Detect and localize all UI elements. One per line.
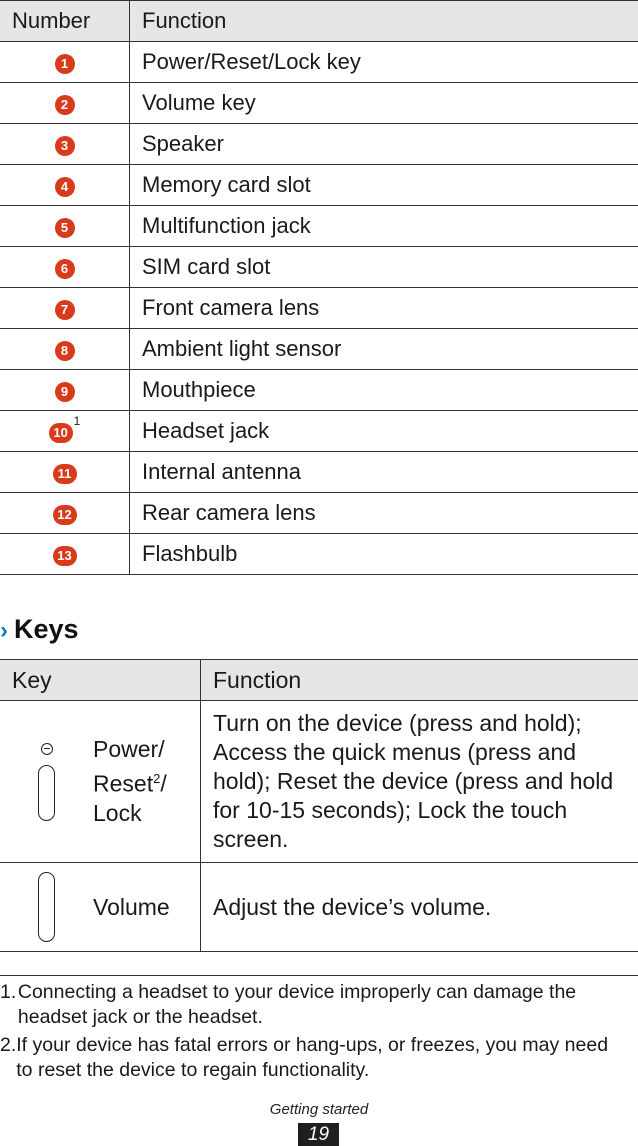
function-cell: Rear camera lens — [130, 493, 638, 534]
parts-table-header — [0, 1, 638, 42]
function-cell: Ambient light sensor — [130, 329, 638, 370]
footer-section-label: Getting started — [269, 1101, 369, 1118]
footnotes — [0, 980, 620, 1086]
volume-key-icon — [38, 872, 55, 942]
number-cell — [0, 83, 130, 124]
power-key-cell — [0, 701, 201, 863]
table-row — [0, 452, 638, 493]
number-badge: 10 — [49, 423, 73, 443]
table-row — [0, 206, 638, 247]
number-cell — [0, 411, 130, 452]
number-badge: 3 — [55, 136, 75, 156]
power-icon — [41, 743, 53, 755]
table-row — [0, 534, 638, 575]
keys-table-header — [0, 660, 638, 701]
function-cell: Front camera lens — [130, 288, 638, 329]
header-key-function: Function — [201, 660, 638, 701]
function-cell: Headset jack — [130, 411, 638, 452]
number-cell — [0, 165, 130, 206]
volume-key-function: Adjust the device’s volume. — [201, 863, 638, 952]
number-badge: 1 — [55, 54, 75, 74]
keys-table — [0, 659, 638, 952]
number-badge: 7 — [55, 300, 75, 320]
table-row — [0, 701, 638, 863]
number-cell — [0, 206, 130, 247]
number-badge: 13 — [53, 546, 77, 566]
number-badge: 6 — [55, 259, 75, 279]
table-row — [0, 165, 638, 206]
footnote: 1. Connecting a headset to your device improperly can damage the headset jack or the headset. — [0, 981, 577, 1028]
function-cell: Memory card slot — [130, 165, 638, 206]
power-key-function: Turn on the device (press and hold); Access the quick menus (press and hold); Reset the device (press and hold for 10-15 seconds); Lock the touch screen. — [201, 701, 638, 863]
header-function: Function — [130, 1, 638, 42]
number-cell — [0, 247, 130, 288]
number-cell — [0, 124, 130, 165]
table-row — [0, 863, 638, 952]
number-badge: 12 — [53, 505, 77, 525]
number-badge: 2 — [55, 95, 75, 115]
function-cell: Power/Reset/Lock key — [130, 42, 638, 83]
number-cell — [0, 288, 130, 329]
function-cell: Internal antenna — [130, 452, 638, 493]
footnote-marker: 1 — [73, 414, 81, 428]
keys-section-title — [0, 614, 79, 645]
header-key: Key — [0, 660, 201, 701]
table-row — [0, 124, 638, 165]
number-badge: 8 — [55, 341, 75, 361]
number-cell — [0, 534, 130, 575]
section-title: Keys — [14, 614, 79, 644]
power-key-icon — [38, 765, 55, 821]
number-badge: 11 — [53, 464, 77, 484]
volume-key-label: Volume — [93, 893, 170, 920]
number-badge: 5 — [55, 218, 75, 238]
number-badge: 9 — [55, 382, 75, 402]
number-cell — [0, 329, 130, 370]
number-cell — [0, 452, 130, 493]
number-cell — [0, 42, 130, 83]
table-row — [0, 288, 638, 329]
table-row — [0, 83, 638, 124]
table-row — [0, 370, 638, 411]
function-cell: SIM card slot — [130, 247, 638, 288]
number-cell — [0, 370, 130, 411]
table-row — [0, 329, 638, 370]
chevron-right-icon: › — [0, 617, 8, 644]
footnote: 2. If your device has fatal errors or hang-ups, or freezes, you may need to reset the device to regain functionality. — [0, 1034, 609, 1081]
function-cell: Mouthpiece — [130, 370, 638, 411]
function-cell: Flashbulb — [130, 534, 638, 575]
table-row — [0, 411, 638, 452]
header-number: Number — [0, 1, 130, 42]
table-row — [0, 247, 638, 288]
footnote-divider — [0, 975, 638, 976]
table-row — [0, 493, 638, 534]
volume-key-cell — [0, 863, 201, 952]
power-key-label: Power/ Reset$^2$/ Lock — [93, 736, 167, 826]
function-cell: Multifunction jack — [130, 206, 638, 247]
number-badge: 4 — [55, 177, 75, 197]
function-cell: Volume key — [130, 83, 638, 124]
table-row — [0, 42, 638, 83]
function-cell: Speaker — [130, 124, 638, 165]
page-number: 19 — [298, 1123, 339, 1146]
number-cell — [0, 493, 130, 534]
